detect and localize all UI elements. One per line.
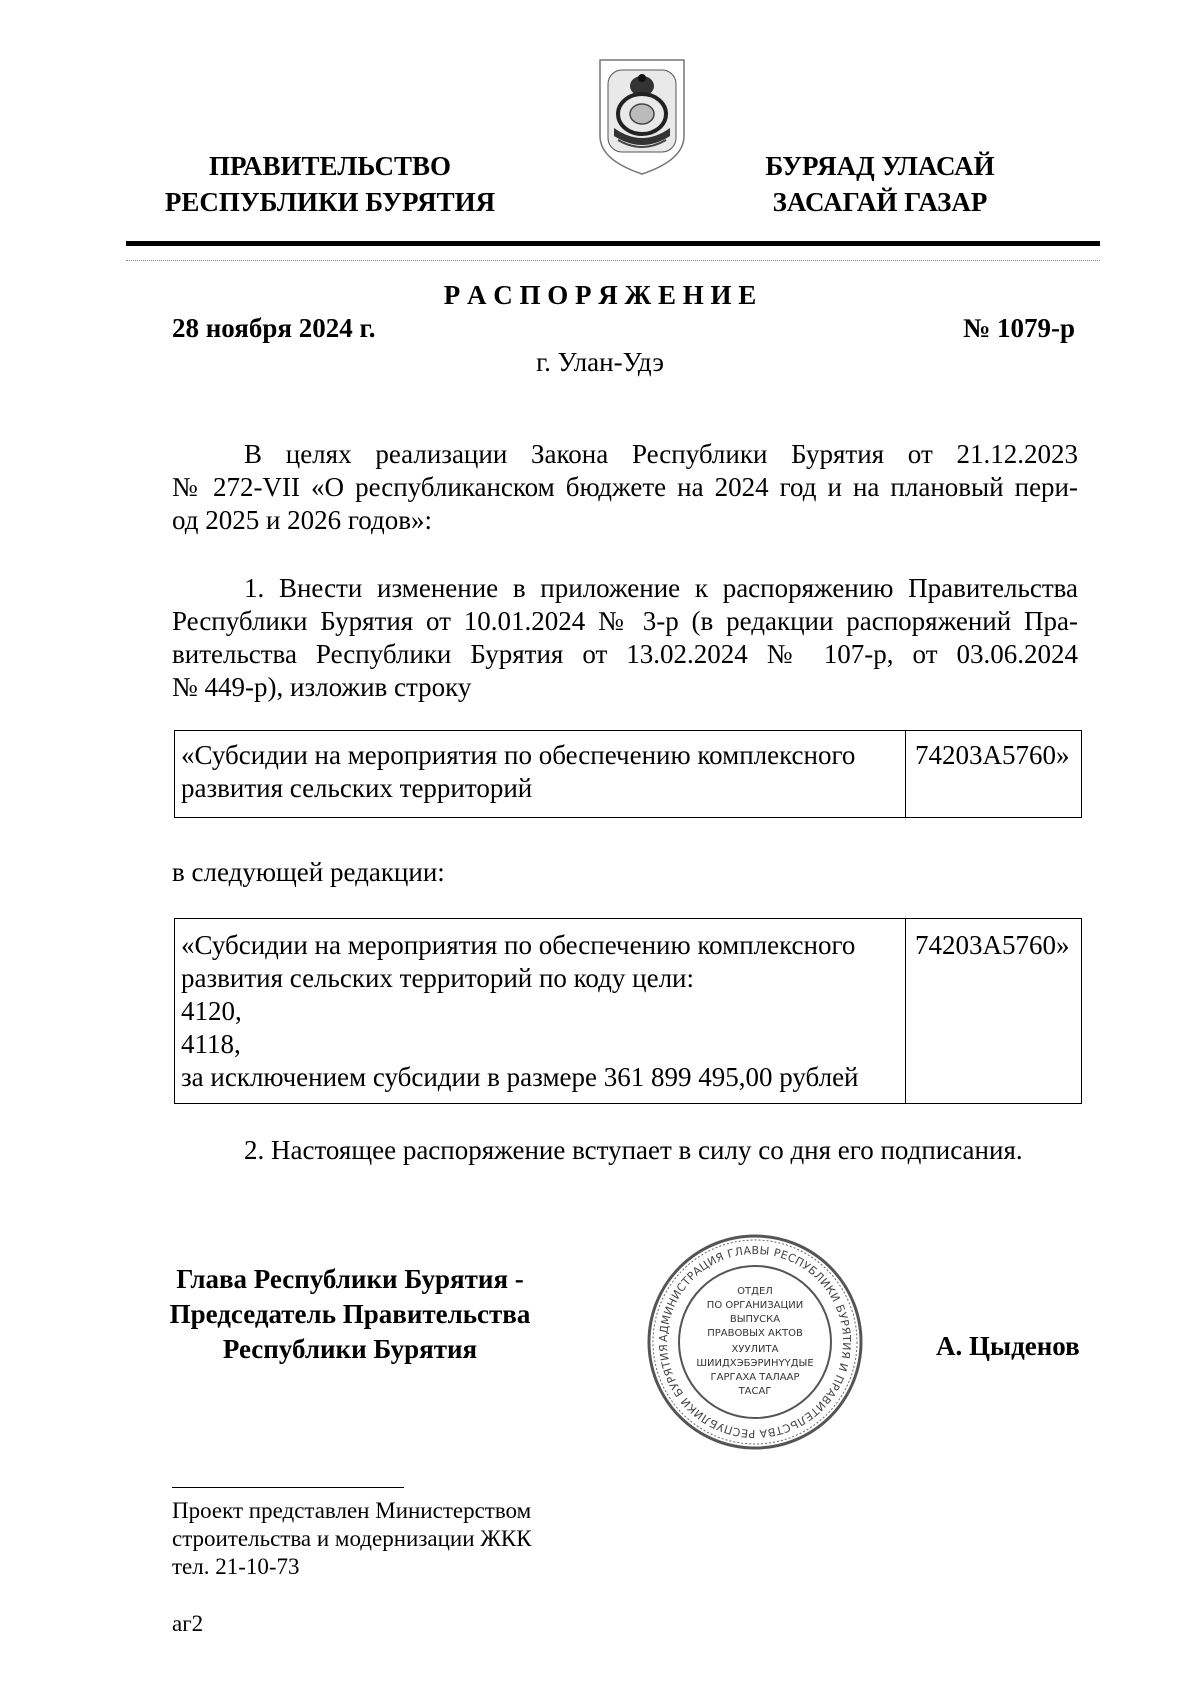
government-name-bua bbox=[720, 148, 1040, 220]
official-seal-stamp-icon bbox=[645, 1232, 865, 1452]
item1-line: вительства Республики Бурятия от 13.02.2024 № 107-р, от 03.06.2024 bbox=[172, 639, 1078, 669]
footnote bbox=[172, 1497, 532, 1581]
table-new-line: 4120, bbox=[181, 996, 242, 1026]
footnote-line: тел. 21-10-73 bbox=[172, 1554, 300, 1579]
government-name-ru-line1: ПРАВИТЕЛЬСТВО bbox=[208, 151, 452, 181]
next-edition-label: в следующей редакции: bbox=[172, 857, 445, 887]
stamp-line: ТАСАГ bbox=[738, 1386, 772, 1397]
preamble-line: № 272-VII «О республиканском бюджете на 2024 год и на плановый пери- bbox=[172, 472, 1078, 502]
table-old-code-cell: 74203A5760» bbox=[915, 740, 1070, 770]
preamble-paragraph bbox=[172, 438, 1078, 537]
table-old-line: «Субсидии на мероприятия по обеспечению комплексного bbox=[181, 740, 856, 770]
item1-line: № 449-р), изложив строку bbox=[172, 672, 472, 702]
table-new-code-cell: 74203A5760» bbox=[915, 930, 1070, 960]
preamble-line: В целях реализации Закона Республики Бурятия от 21.12.2023 bbox=[244, 439, 1078, 469]
stamp-line: ПО ОРГАНИЗАЦИИ bbox=[706, 1300, 804, 1311]
government-name-bua-line1: БУРЯАД УЛАСАЙ bbox=[765, 151, 995, 181]
stamp-ring-text: АДМИНИСТРАЦИЯ ГЛАВЫ РЕСПУБЛИКИ БУРЯТИЯ И ПРАВИТЕЛЬСТВА РЕСПУБЛИКИ БУРЯТИЯ bbox=[656, 1243, 854, 1441]
stamp-line: ШИИДХЭБЭРИНҮҮДЫЕ bbox=[696, 1358, 814, 1369]
stamp-line: ХУУЛИТА bbox=[731, 1344, 779, 1355]
document-code-mark: аг2 bbox=[172, 1611, 204, 1636]
table-old-name-cell bbox=[175, 731, 906, 817]
signatory-position-line: Республики Бурятия bbox=[222, 1334, 478, 1364]
item1-line: 1. Внести изменение в приложение к распоряжению Правительства bbox=[244, 573, 1078, 603]
coat-of-arms-icon bbox=[596, 56, 688, 178]
table-old bbox=[174, 730, 1082, 818]
item2-paragraph: 2. Настоящее распоряжение вступает в силу со дня его подписания. bbox=[244, 1135, 1023, 1165]
stamp-line: ГАРГАХА ТАЛААР bbox=[710, 1372, 800, 1383]
footnote-line: Проект представлен Министерством bbox=[172, 1498, 532, 1523]
table-new-line: развития сельских территорий по коду цели: bbox=[181, 963, 694, 993]
header-divider-thin bbox=[126, 260, 1100, 261]
document-city: г. Улан-Удэ bbox=[536, 347, 664, 377]
table-new bbox=[174, 918, 1082, 1104]
header-divider-thick bbox=[126, 241, 1100, 246]
table-old-line: развития сельских территорий bbox=[181, 773, 533, 803]
signatory-position bbox=[140, 1262, 560, 1367]
item1-paragraph bbox=[172, 572, 1078, 704]
stamp-line: ВЫПУСКА bbox=[729, 1314, 781, 1325]
footnote-line: строительства и модернизации ЖКК bbox=[172, 1526, 532, 1551]
document-date: 28 ноября 2024 г. bbox=[172, 313, 376, 343]
preamble-line: од 2025 и 2026 годов»: bbox=[172, 505, 433, 535]
government-name-ru-line2: РЕСПУБЛИКИ БУРЯТИЯ bbox=[164, 187, 496, 217]
document-title: Р А С П О Р Я Ж Е Н И Е bbox=[443, 280, 757, 310]
signatory-name: А. Цыденов bbox=[936, 1331, 1080, 1361]
signatory-position-line: Глава Республики Бурятия - bbox=[176, 1264, 524, 1294]
government-name-ru bbox=[140, 148, 520, 220]
signatory-position-line: Председатель Правительства bbox=[169, 1299, 531, 1329]
footnote-divider bbox=[172, 1487, 404, 1488]
item1-line: Республики Бурятия от 10.01.2024 № 3-р (в редакции распоряжений Пра- bbox=[172, 606, 1078, 636]
government-name-bua-line2: ЗАСАГАЙ ГАЗАР bbox=[772, 187, 988, 217]
table-new-line: за исключением субсидии в размере 361 899 495,00 рублей bbox=[181, 1062, 859, 1092]
stamp-line: ОТДЕЛ bbox=[737, 1286, 773, 1297]
table-new-line: «Субсидии на мероприятия по обеспечению комплексного bbox=[181, 930, 856, 960]
document-number: № 1079-р bbox=[963, 313, 1075, 343]
stamp-line: ПРАВОВЫХ АКТОВ bbox=[707, 1328, 803, 1339]
table-new-name-cell bbox=[175, 919, 906, 1103]
table-new-line: 4118, bbox=[181, 1029, 241, 1059]
